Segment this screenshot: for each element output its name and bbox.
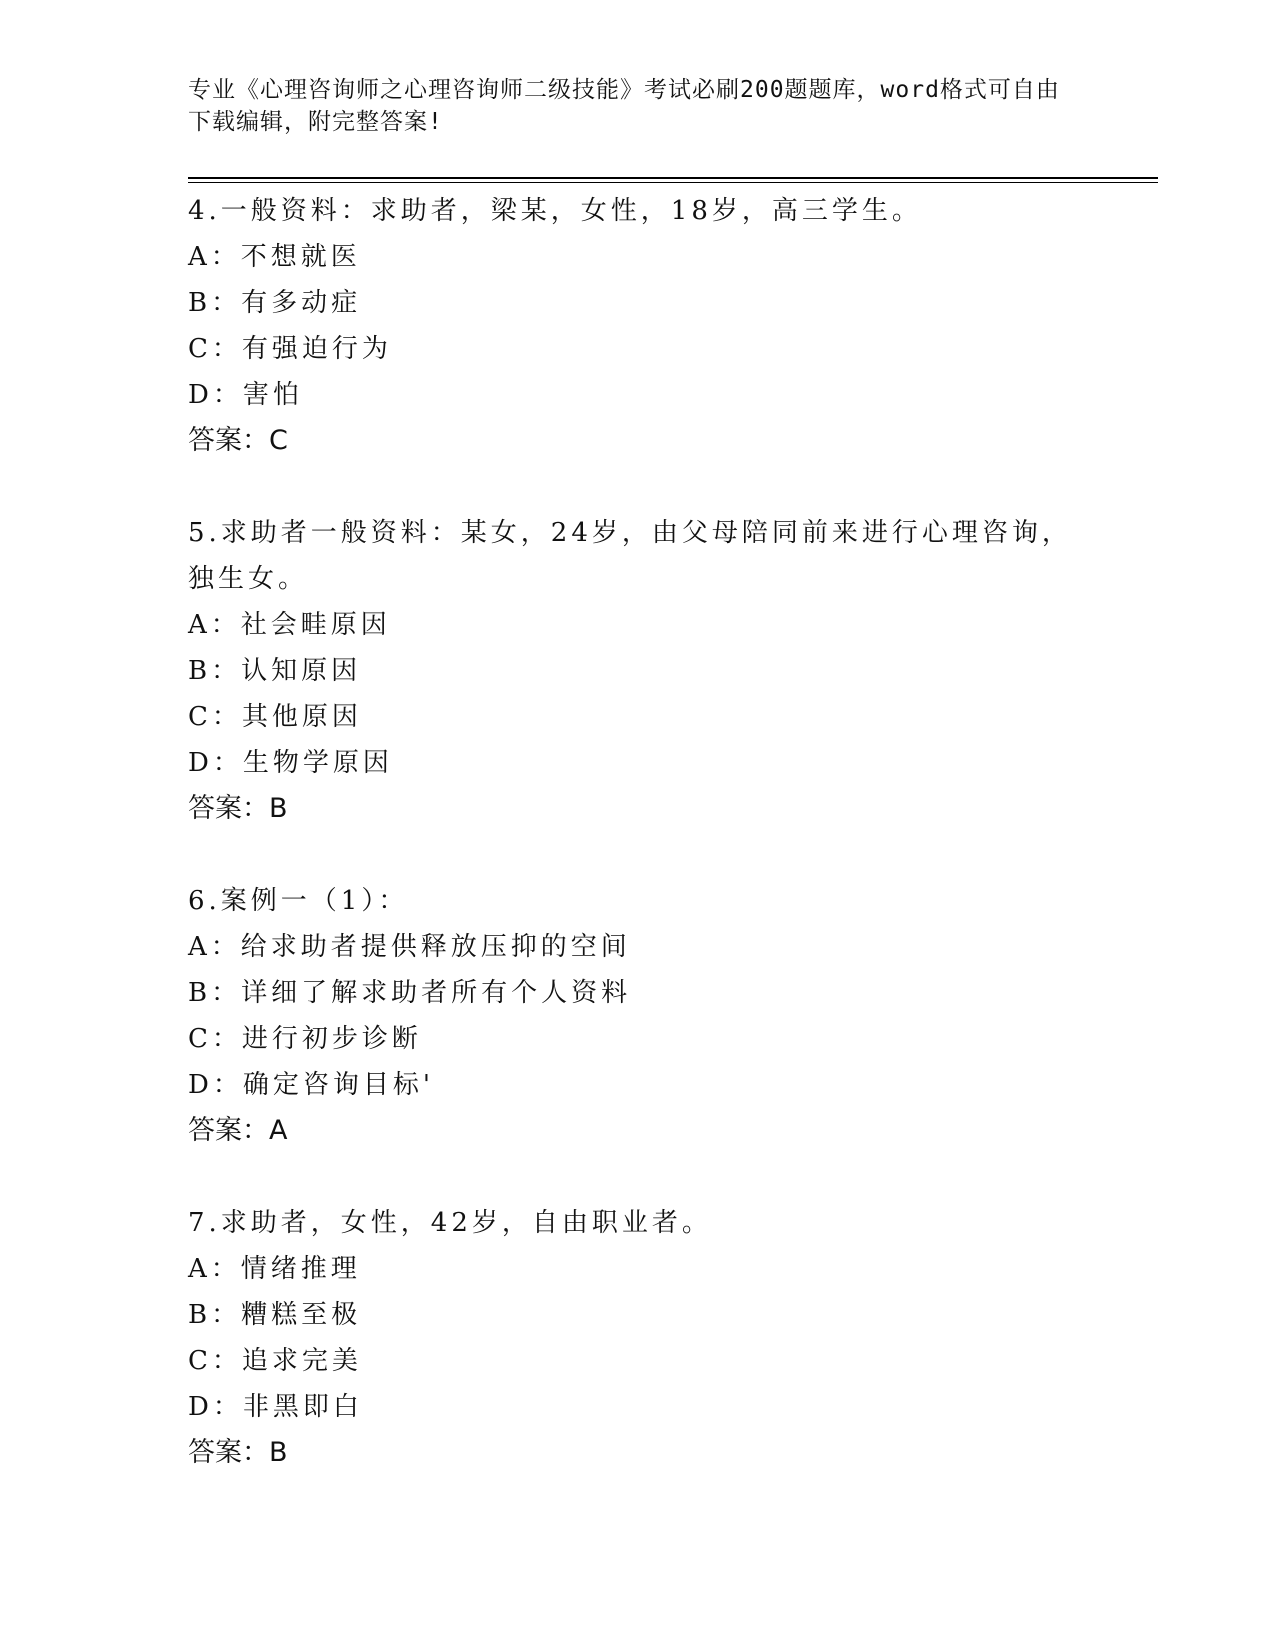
header-title: 专业《心理咨询师之心理咨询师二级技能》考试必刷200题题库，word格式可自由下载编辑，附完整答案! bbox=[188, 77, 1060, 135]
option-b: B：认知原因 bbox=[188, 656, 362, 686]
option-d: D：生物学原因 bbox=[188, 748, 393, 778]
answer: 答案：B bbox=[188, 793, 288, 824]
question-text: 7.求助者，女性，42岁，自由职业者。 bbox=[188, 1208, 712, 1238]
header-divider-thick bbox=[188, 177, 1158, 179]
question-text: 6.案例一（1）： bbox=[188, 886, 409, 916]
document-header bbox=[188, 74, 1068, 138]
option-c: C：有强迫行为 bbox=[188, 334, 392, 364]
option-d: D：确定咨询目标' bbox=[188, 1070, 434, 1100]
question-5 bbox=[188, 510, 1088, 832]
answer: 答案：C bbox=[188, 425, 288, 456]
option-a: A：情绪推理 bbox=[188, 1254, 361, 1284]
option-a: A：给求助者提供释放压抑的空间 bbox=[188, 932, 631, 962]
option-c: C：其他原因 bbox=[188, 702, 362, 732]
question-6 bbox=[188, 878, 1088, 1154]
option-c: C：进行初步诊断 bbox=[188, 1024, 422, 1054]
question-list bbox=[188, 188, 1088, 1522]
answer: 答案：B bbox=[188, 1437, 288, 1468]
option-b: B：详细了解求助者所有个人资料 bbox=[188, 978, 632, 1008]
question-4 bbox=[188, 188, 1088, 464]
option-a: A：社会畦原因 bbox=[188, 610, 391, 640]
question-7 bbox=[188, 1200, 1088, 1476]
header-divider-thin bbox=[188, 182, 1158, 183]
option-b: B：有多动症 bbox=[188, 288, 362, 318]
option-c: C：追求完美 bbox=[188, 1346, 362, 1376]
option-a: A：不想就医 bbox=[188, 242, 361, 272]
option-b: B：糟糕至极 bbox=[188, 1300, 362, 1330]
option-d: D：害怕 bbox=[188, 380, 303, 410]
option-d: D：非黑即白 bbox=[188, 1392, 363, 1422]
question-text: 4.一般资料：求助者，梁某，女性，18岁，高三学生。 bbox=[188, 196, 922, 226]
answer: 答案：A bbox=[188, 1115, 288, 1146]
question-text: 5.求助者一般资料：某女，24岁，由父母陪同前来进行心理咨询，独生女。 bbox=[188, 518, 1072, 594]
